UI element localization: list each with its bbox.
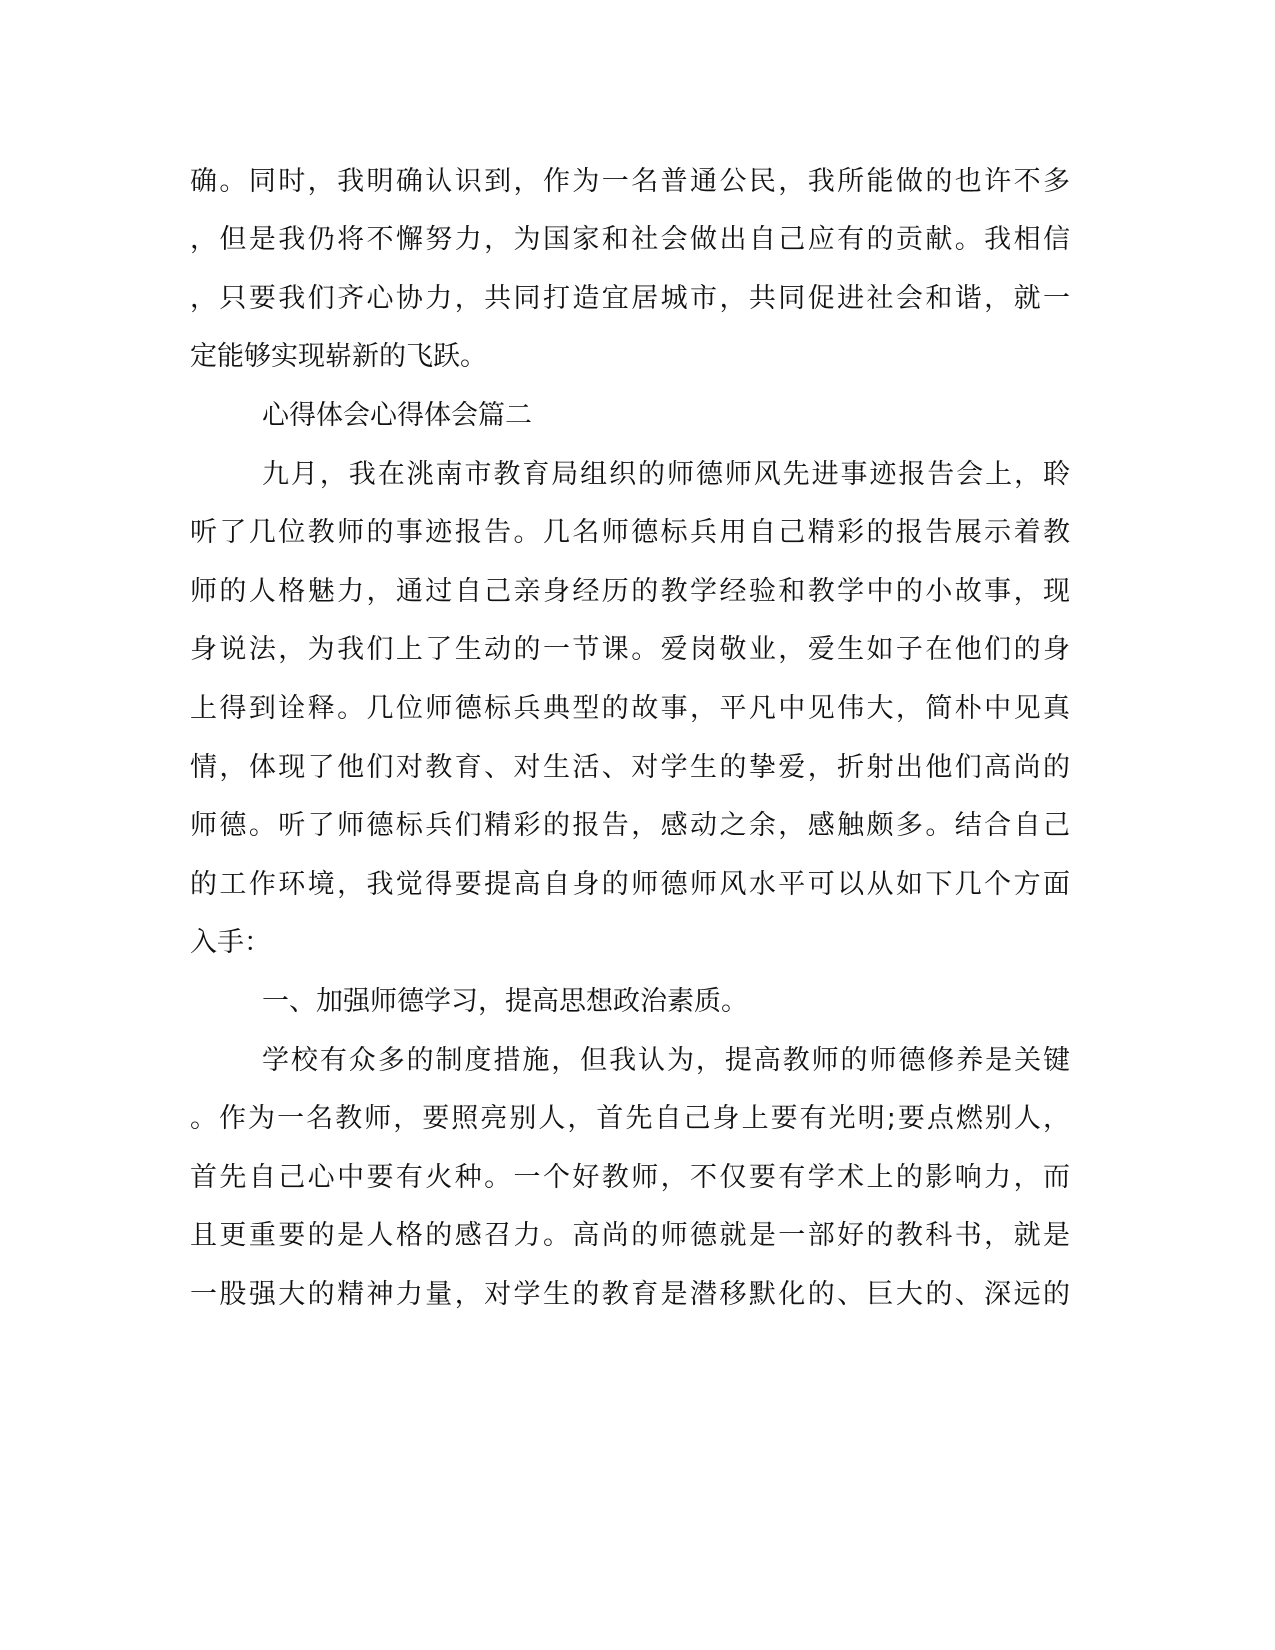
text-line: 入手： bbox=[190, 927, 271, 958]
text-line: 一股强大的精神力量，对学生的教育是潜移默化的、巨大的、深远的 bbox=[190, 1279, 1070, 1310]
text-line: 学校有众多的制度措施，但我认为，提高教师的师德修养是关键 bbox=[262, 1045, 1070, 1076]
text-line: 九月，我在洮南市教育局组织的师德师风先进事迹报告会上，聆 bbox=[262, 459, 1070, 490]
text-line: 的工作环境，我觉得要提高自身的师德师风水平可以从如下几个方面 bbox=[190, 869, 1070, 900]
text-line: 师德。听了师德标兵们精彩的报告，感动之余，感触颇多。结合自己 bbox=[190, 810, 1070, 841]
text-line: 上得到诠释。几位师德标兵典型的故事，平凡中见伟大，简朴中见真 bbox=[190, 693, 1070, 724]
text-line: 。作为一名教师，要照亮别人，首先自己身上要有光明;要点燃别人， bbox=[190, 1103, 1070, 1134]
text-line: 定能够实现崭新的飞跃。 bbox=[190, 341, 487, 372]
text-line: ，但是我仍将不懈努力，为国家和社会做出自己应有的贡献。我相信 bbox=[190, 224, 1070, 255]
text-line: 情，体现了他们对教育、对生活、对学生的挚爱，折射出他们高尚的 bbox=[190, 752, 1070, 783]
section-heading: 心得体会心得体会篇二 bbox=[262, 400, 532, 431]
text-line: 且更重要的是人格的感召力。高尚的师德就是一部好的教科书，就是 bbox=[190, 1220, 1070, 1251]
text-line: ，只要我们齐心协力，共同打造宜居城市，共同促进社会和谐，就一 bbox=[190, 283, 1070, 314]
text-line: 首先自己心中要有火种。一个好教师，不仅要有学术上的影响力，而 bbox=[190, 1162, 1070, 1193]
text-line: 身说法，为我们上了生动的一节课。爱岗敬业，爱生如子在他们的身 bbox=[190, 634, 1070, 665]
text-line: 听了几位教师的事迹报告。几名师德标兵用自己精彩的报告展示着教 bbox=[190, 517, 1070, 548]
text-line: 师的人格魅力，通过自己亲身经历的教学经验和教学中的小故事，现 bbox=[190, 576, 1070, 607]
section-heading: 一、加强师德学习，提高思想政治素质。 bbox=[262, 986, 748, 1017]
text-line: 确。同时，我明确认识到，作为一名普通公民，我所能做的也许不多 bbox=[190, 166, 1070, 197]
